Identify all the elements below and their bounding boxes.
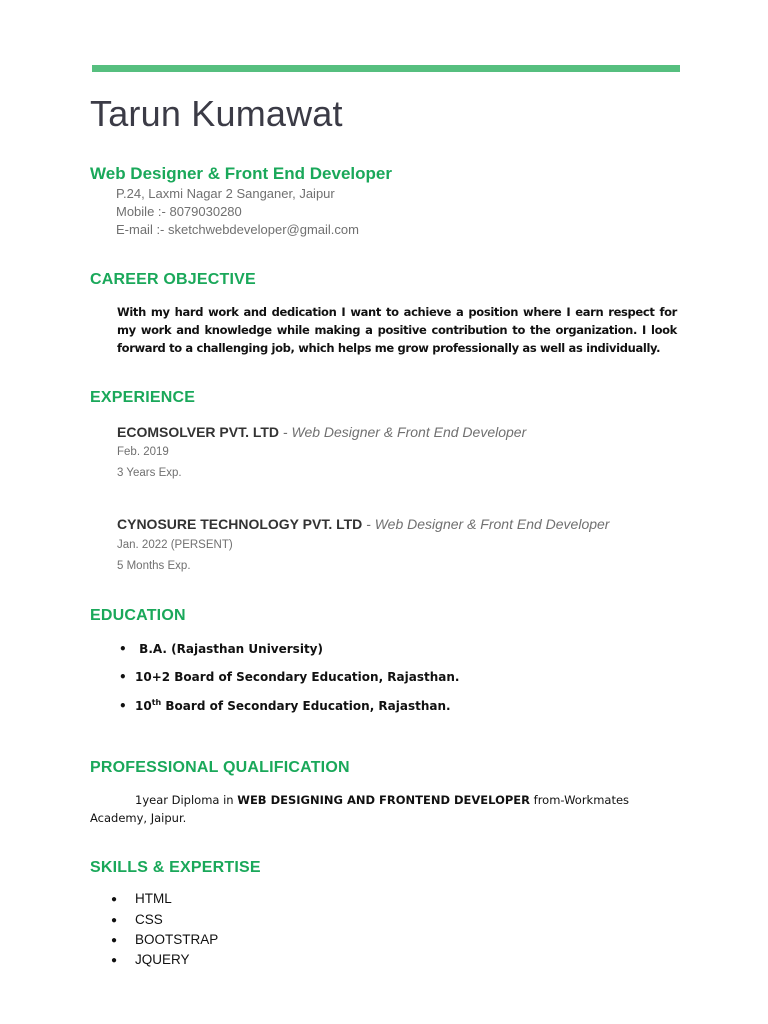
education-text: 10+2 Board of Secondary Education, Rajasthan.	[135, 670, 460, 684]
career-objective-text: With my hard work and dedication I want to achieve a position where I earn respect for my work and knowledge while making a positive contribution to the organization. I look forward to a challenging job, which helps me grow professionally as well as individually.	[117, 305, 677, 355]
education-text: 10	[135, 699, 152, 713]
skill-name: CSS	[135, 912, 163, 927]
skill-item	[111, 932, 218, 947]
qualification-prefix: 1year Diploma in	[135, 793, 238, 807]
contact-address: P.24, Laxmi Nagar 2 Sanganer, Jaipur	[116, 186, 335, 201]
bullet-icon: •	[119, 642, 127, 656]
experience-entry-title	[117, 424, 526, 440]
job-role: - Web Designer & Front End Developer	[279, 424, 527, 440]
contact-mobile: Mobile :- 8079030280	[116, 204, 242, 219]
bullet-icon: ●	[111, 935, 118, 946]
section-heading-education: EDUCATION	[90, 607, 186, 624]
experience-date: Jan. 2022 (PERSENT)	[117, 539, 233, 551]
skill-name: JQUERY	[135, 952, 190, 967]
education-text: B.A. (Rajasthan University)	[135, 642, 323, 656]
section-heading-professional-qualification: PROFESSIONAL QUALIFICATION	[90, 759, 350, 776]
bullet-icon: •	[119, 670, 127, 684]
job-role: - Web Designer & Front End Developer	[362, 516, 610, 532]
company-name: CYNOSURE TECHNOLOGY PVT. LTD	[117, 516, 363, 532]
bullet-icon: ●	[111, 894, 118, 905]
bullet-icon: ●	[111, 955, 118, 966]
skill-item	[111, 952, 190, 967]
company-name: ECOMSOLVER PVT. LTD	[117, 424, 280, 440]
education-item	[119, 642, 323, 656]
experience-entry-title	[117, 516, 609, 532]
job-title: Web Designer & Front End Developer	[90, 164, 392, 183]
experience-date: Feb. 2019	[117, 446, 169, 458]
contact-email: E-mail :- sketchwebdeveloper@gmail.com	[116, 222, 359, 237]
experience-duration: 5 Months Exp.	[117, 560, 191, 572]
candidate-name: Tarun Kumawat	[90, 93, 343, 134]
qualification-text	[90, 791, 670, 827]
education-text: Board of Secondary Education, Rajasthan.	[161, 699, 451, 713]
skill-name: BOOTSTRAP	[135, 932, 219, 947]
header-accent-bar	[92, 65, 680, 72]
section-heading-skills: SKILLS & EXPERTISE	[90, 859, 261, 876]
ordinal-suffix: th	[151, 698, 162, 707]
education-item	[119, 698, 451, 713]
skill-item	[111, 891, 172, 906]
section-heading-experience: EXPERIENCE	[90, 389, 196, 406]
education-item	[119, 670, 459, 684]
qualification-suffix: from-Workmates Academy, Jaipur.	[90, 793, 630, 825]
experience-duration: 3 Years Exp.	[117, 467, 182, 479]
bullet-icon: •	[119, 699, 127, 713]
qualification-course: WEB DESIGNING AND FRONTEND DEVELOPER	[237, 793, 530, 807]
section-heading-career-objective: CAREER OBJECTIVE	[90, 271, 256, 288]
skill-item	[111, 912, 163, 927]
bullet-icon: ●	[111, 915, 118, 926]
skill-name: HTML	[135, 891, 172, 906]
